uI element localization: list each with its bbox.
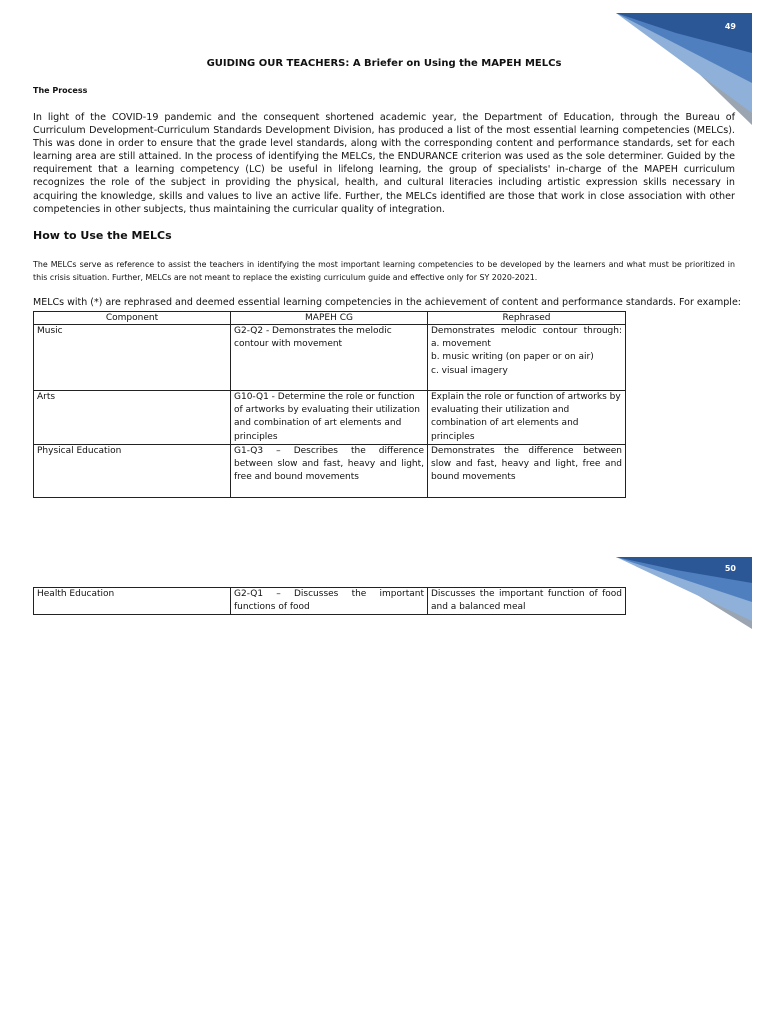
table-row — [34, 444, 626, 497]
cell-cg: G2-Q2 - Demonstrates the melodic contour with movement — [231, 325, 428, 391]
header-rephrased: Rephrased — [428, 312, 626, 325]
rephrased-item: c. visual imagery — [431, 365, 508, 376]
cell-rephrased: Discusses the important function of food and a balanced meal — [428, 588, 626, 615]
rephrased-item: b. music writing (on paper or on air) — [431, 352, 594, 363]
example-intro: MELCs with (*) are rephrased and deemed essential learning competencies in the achievement of content and performance standards. For example: — [33, 297, 741, 308]
page-50 — [0, 555, 768, 1024]
rephrased-intro: Demonstrates melodic contour through: — [431, 326, 622, 336]
cell-cg: G2-Q1 – Discusses the important functions of food — [231, 588, 428, 615]
table-header-row — [34, 312, 626, 325]
cell-cg: G1-Q3 – Describes the difference between slow and fast, heavy and light, free and bound movements — [231, 444, 428, 497]
cell-component: Music — [34, 325, 231, 391]
cell-component: Arts — [34, 391, 231, 445]
howto-heading: How to Use the MELCs — [33, 229, 172, 242]
melc-table — [33, 311, 626, 498]
cell-rephrased: Demonstrates the difference between slow and fast, heavy and light, free and bound movements — [428, 444, 626, 497]
cell-cg: G10-Q1 - Determine the role or function of artworks by evaluating their utilization and combination of art elements and principles — [231, 391, 428, 445]
table-row — [34, 588, 626, 615]
header-mapeh-cg: MAPEH CG — [231, 312, 428, 325]
cell-component: Health Education — [34, 588, 231, 615]
cell-rephrased — [428, 325, 626, 391]
melc-table-continued — [33, 587, 626, 615]
header-component: Component — [34, 312, 231, 325]
page-number: 50 — [724, 564, 736, 573]
cell-rephrased: Explain the role or function of artworks by evaluating their utilization and combination of art elements and principles — [428, 391, 626, 445]
table-row — [34, 325, 626, 391]
process-paragraph: In light of the COVID-19 pandemic and the consequent shortened academic year, the Department of Education, through the Bureau of Curriculum Development-Curriculum Standards Development Division, has produced a list of the most essential learning competencies (MELCs). This was done in order to ensure that the grade level standards, along with the corresponding content and performance standards, set for each learning area are still attained. In the process of identifying the MELCs, the ENDURANCE criterion was used as the sole determiner. Guided by the requirement that a learning competency (LC) be useful in lifelong learning, the group of specialists' in-charge of the MAPEH curriculum recognizes the role of the subject in providing the physical, health, and cultural literacies including artistic expression skills necessary in acquiring the knowledge, skills and values to live an active life. Further, the MELCs identified are those that work in close association with other competencies in other subjects, thus maintaining the curricular quality of integration. — [33, 112, 735, 215]
process-heading: The Process — [33, 86, 88, 95]
howto-paragraph: The MELCs serve as reference to assist the teachers in identifying the most important learning competencies to be developed by the learners and what must be prioritized in this crisis situation. Further, MELCs are not meant to replace the existing curriculum guide and effective only for SY 2020-2021. — [33, 260, 735, 282]
cell-component: Physical Education — [34, 444, 231, 497]
document-title: GUIDING OUR TEACHERS: A Briefer on Using the MAPEH MELCs — [206, 58, 562, 69]
table-row — [34, 391, 626, 445]
page-number: 49 — [724, 22, 736, 31]
rephrased-item: a. movement — [431, 339, 491, 350]
